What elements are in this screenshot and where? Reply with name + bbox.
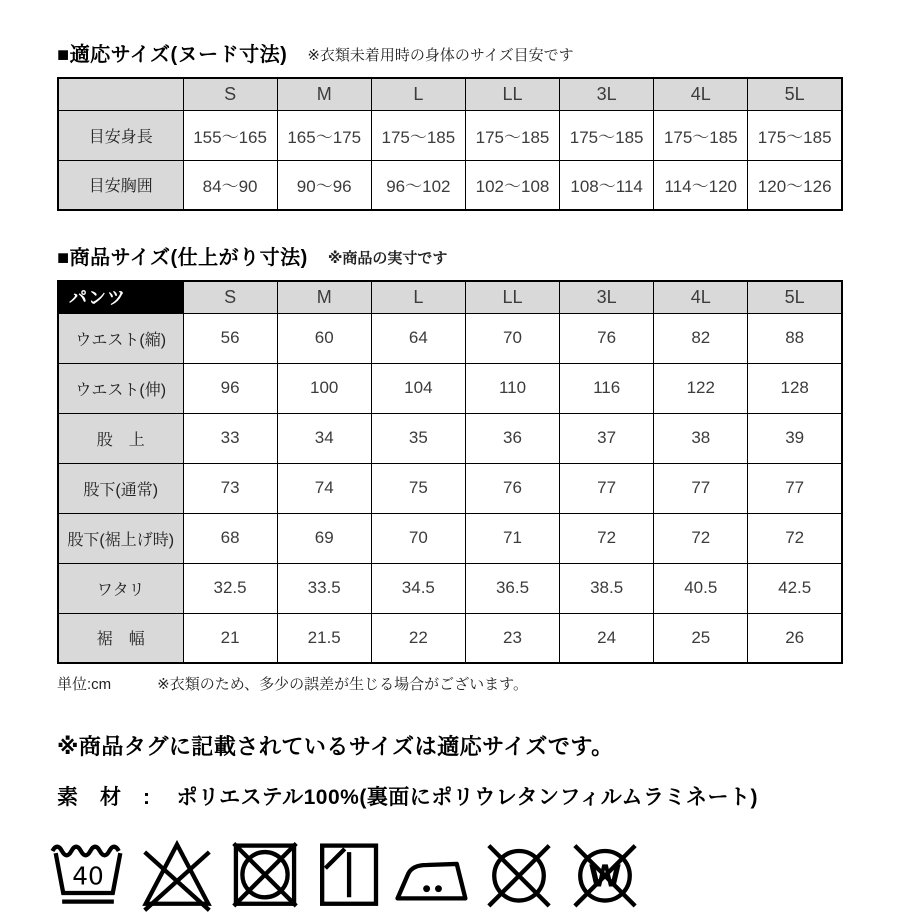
table-row bbox=[58, 313, 842, 363]
table-row bbox=[58, 613, 842, 663]
svg-text:40: 40 bbox=[72, 861, 104, 891]
size-value-cell: 100 bbox=[277, 363, 371, 413]
size-column-header: M bbox=[277, 78, 371, 110]
do-not-wet-clean-icon bbox=[567, 837, 643, 921]
fit-size-table bbox=[57, 77, 843, 211]
size-value-cell: 76 bbox=[465, 463, 559, 513]
size-value-cell: 26 bbox=[748, 613, 842, 663]
size-column-header: LL bbox=[465, 78, 559, 110]
row-label: 裾 幅 bbox=[58, 613, 183, 663]
size-value-cell: 175〜185 bbox=[371, 110, 465, 160]
size-value-cell: 175〜185 bbox=[748, 110, 842, 160]
size-value-cell: 73 bbox=[183, 463, 277, 513]
size-value-cell: 96〜102 bbox=[371, 160, 465, 210]
size-value-cell: 34.5 bbox=[371, 563, 465, 613]
size-value-cell: 77 bbox=[654, 463, 748, 513]
size-value-cell: 84〜90 bbox=[183, 160, 277, 210]
size-column-header: M bbox=[277, 281, 371, 313]
row-label: ワタリ bbox=[58, 563, 183, 613]
size-column-header: LL bbox=[465, 281, 559, 313]
size-value-cell: 21.5 bbox=[277, 613, 371, 663]
iron-medium-icon bbox=[393, 837, 471, 921]
size-value-cell: 76 bbox=[560, 313, 654, 363]
size-value-cell: 175〜185 bbox=[465, 110, 559, 160]
fit-size-title: ■適応サイズ(ヌード寸法) bbox=[57, 44, 288, 66]
size-value-cell: 35 bbox=[371, 413, 465, 463]
size-value-cell: 102〜108 bbox=[465, 160, 559, 210]
material-label: 素 材 : bbox=[57, 786, 151, 809]
size-value-cell: 42.5 bbox=[748, 563, 842, 613]
size-value-cell: 33 bbox=[183, 413, 277, 463]
size-value-cell: 56 bbox=[183, 313, 277, 363]
size-value-cell: 72 bbox=[748, 513, 842, 563]
size-value-cell: 74 bbox=[277, 463, 371, 513]
size-value-cell: 38.5 bbox=[560, 563, 654, 613]
size-value-cell: 23 bbox=[465, 613, 559, 663]
size-column-header: 3L bbox=[560, 281, 654, 313]
size-value-cell: 64 bbox=[371, 313, 465, 363]
size-value-cell: 77 bbox=[748, 463, 842, 513]
size-value-cell: 108〜114 bbox=[560, 160, 654, 210]
size-column-header: 5L bbox=[748, 281, 842, 313]
size-value-cell: 68 bbox=[183, 513, 277, 563]
size-value-cell: 128 bbox=[748, 363, 842, 413]
row-label: 目安身長 bbox=[58, 110, 183, 160]
size-value-cell: 37 bbox=[560, 413, 654, 463]
care-symbols-row bbox=[49, 837, 843, 921]
product-size-title: ■商品サイズ(仕上がり寸法) bbox=[57, 247, 308, 269]
product-size-table bbox=[57, 280, 843, 664]
row-label: 目安胸囲 bbox=[58, 160, 183, 210]
size-value-cell: 36.5 bbox=[465, 563, 559, 613]
size-value-cell: 70 bbox=[465, 313, 559, 363]
table-corner-label: パンツ bbox=[58, 281, 183, 313]
size-value-cell: 71 bbox=[465, 513, 559, 563]
material-value: ポリエステル100%(裏面にポリウレタンフィルムラミネート) bbox=[176, 786, 758, 809]
product-size-section-header bbox=[57, 241, 843, 270]
fit-size-note: ※衣類未着用時の身体のサイズ目安です bbox=[307, 47, 574, 64]
fit-size-section-header bbox=[57, 38, 843, 67]
size-column-header: 4L bbox=[654, 78, 748, 110]
size-value-cell: 165〜175 bbox=[277, 110, 371, 160]
tolerance-note: ※衣類のため、多少の誤差が生じる場合がございます。 bbox=[157, 676, 528, 693]
size-value-cell: 72 bbox=[654, 513, 748, 563]
size-column-header: 4L bbox=[654, 281, 748, 313]
size-value-cell: 88 bbox=[748, 313, 842, 363]
table-row bbox=[58, 363, 842, 413]
size-value-cell: 175〜185 bbox=[654, 110, 748, 160]
size-column-header: L bbox=[371, 281, 465, 313]
table-row bbox=[58, 110, 842, 160]
size-value-cell: 120〜126 bbox=[748, 160, 842, 210]
size-value-cell: 122 bbox=[654, 363, 748, 413]
size-value-cell: 69 bbox=[277, 513, 371, 563]
size-value-cell: 77 bbox=[560, 463, 654, 513]
unit-label: 単位:cm bbox=[57, 676, 112, 693]
size-value-cell: 22 bbox=[371, 613, 465, 663]
row-label: 股下(通常) bbox=[58, 463, 183, 513]
size-value-cell: 90〜96 bbox=[277, 160, 371, 210]
size-column-header: S bbox=[183, 78, 277, 110]
size-column-header: S bbox=[183, 281, 277, 313]
unit-row bbox=[57, 673, 843, 694]
line-dry-in-shade-icon bbox=[313, 837, 383, 921]
size-column-header: 5L bbox=[748, 78, 842, 110]
do-not-dry-clean-icon bbox=[481, 837, 557, 921]
size-value-cell: 32.5 bbox=[183, 563, 277, 613]
size-value-cell: 72 bbox=[560, 513, 654, 563]
size-value-cell: 24 bbox=[560, 613, 654, 663]
size-value-cell: 36 bbox=[465, 413, 559, 463]
material-row bbox=[57, 781, 843, 811]
do-not-bleach-icon bbox=[137, 837, 217, 921]
size-value-cell: 25 bbox=[654, 613, 748, 663]
row-label: 股下(裾上げ時) bbox=[58, 513, 183, 563]
table-corner-cell bbox=[58, 78, 183, 110]
size-value-cell: 60 bbox=[277, 313, 371, 363]
size-value-cell: 104 bbox=[371, 363, 465, 413]
tag-size-note: ※商品タグに記載されているサイズは適応サイズです。 bbox=[57, 734, 614, 759]
table-row bbox=[58, 160, 842, 210]
size-value-cell: 114〜120 bbox=[654, 160, 748, 210]
wash-40-gentle-icon bbox=[49, 837, 127, 921]
size-value-cell: 96 bbox=[183, 363, 277, 413]
row-label: 股 上 bbox=[58, 413, 183, 463]
table-row bbox=[58, 513, 842, 563]
size-value-cell: 116 bbox=[560, 363, 654, 413]
table-row bbox=[58, 413, 842, 463]
table-row bbox=[58, 463, 842, 513]
size-value-cell: 21 bbox=[183, 613, 277, 663]
size-value-cell: 33.5 bbox=[277, 563, 371, 613]
size-value-cell: 40.5 bbox=[654, 563, 748, 613]
size-column-header: L bbox=[371, 78, 465, 110]
table-row bbox=[58, 563, 842, 613]
size-value-cell: 70 bbox=[371, 513, 465, 563]
size-value-cell: 75 bbox=[371, 463, 465, 513]
size-column-header: 3L bbox=[560, 78, 654, 110]
do-not-tumble-dry-icon bbox=[227, 837, 303, 921]
svg-text:W: W bbox=[588, 859, 622, 895]
size-value-cell: 39 bbox=[748, 413, 842, 463]
size-value-cell: 34 bbox=[277, 413, 371, 463]
product-size-note: ※商品の実寸です bbox=[327, 250, 448, 267]
size-value-cell: 38 bbox=[654, 413, 748, 463]
row-label: ウエスト(伸) bbox=[58, 363, 183, 413]
size-value-cell: 82 bbox=[654, 313, 748, 363]
size-value-cell: 155〜165 bbox=[183, 110, 277, 160]
size-value-cell: 110 bbox=[465, 363, 559, 413]
size-value-cell: 175〜185 bbox=[560, 110, 654, 160]
row-label: ウエスト(縮) bbox=[58, 313, 183, 363]
